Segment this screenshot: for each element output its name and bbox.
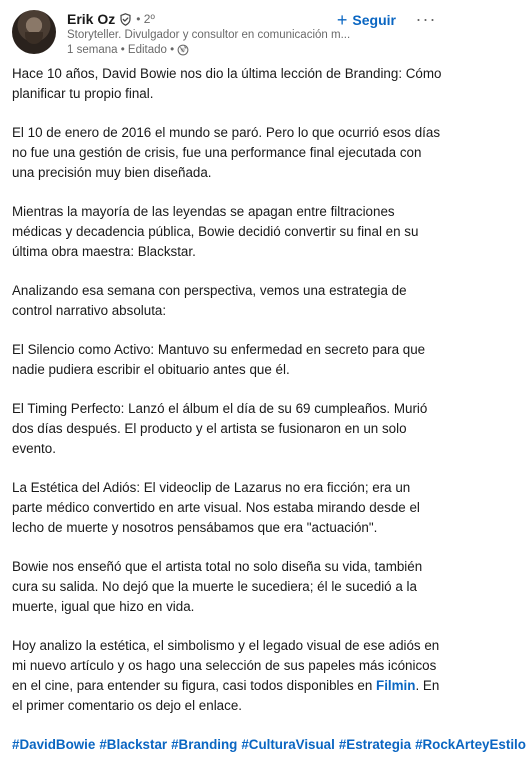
hashtag-link[interactable]: #Branding xyxy=(171,737,238,752)
post-paragraph: El Timing Perfecto: Lanzó el álbum el día de su 69 cumpleaños. Murió dos días después. El producto y el artista se fusionaron en un solo evento. xyxy=(12,401,428,456)
ellipsis-icon: ··· xyxy=(415,8,437,29)
plus-icon: + xyxy=(336,10,348,30)
hashtag-link[interactable]: #RockArteyEstilo xyxy=(415,737,526,752)
post-paragraph: El Silencio como Activo: Mantuvo su enfermedad en secreto para que nadie pudiera escribir el obituario antes que él. xyxy=(12,342,426,377)
globe-icon xyxy=(177,44,189,56)
post-paragraph: Mientras la mayoría de las leyendas se apagan entre filtraciones médicas y decadencia pública, Bowie decidió convertir su final en su última obra maestra: Blackstar. xyxy=(12,204,419,259)
post-paragraph: La Estética del Adiós: El videoclip de Lazarus no era ficción; era un parte médico convertido en arte visual. Nos estaba mirando desde el lecho de muerte y nosotros pensábamos que era "actuación". xyxy=(12,480,420,535)
post-paragraph: Hace 10 años, David Bowie nos dio la última lección de Branding: Cómo planificar tu propio final. xyxy=(12,66,442,101)
paragraph-text: . En el primer comentario os dejo el enlace. xyxy=(12,678,440,713)
connection-degree: • 2º xyxy=(136,12,155,26)
author-name-row xyxy=(67,11,155,27)
hashtag-list xyxy=(12,735,526,755)
verified-icon xyxy=(119,13,132,26)
post-paragraph: Bowie nos enseñó que el artista total no solo diseña su vida, también cura su salida. No dejó que la muerte le sucediera; él le sucedió a la muerte, igual que hizo en vida. xyxy=(12,559,423,614)
post-paragraph: Analizando esa semana con perspectiva, vemos una estrategia de control narrativo absoluta: xyxy=(12,283,407,318)
post-paragraph xyxy=(12,636,444,716)
hashtag-link[interactable]: #CulturaVisual xyxy=(241,737,335,752)
author-name[interactable]: Erik Oz xyxy=(67,11,116,27)
post-paragraph: El 10 de enero de 2016 el mundo se paró. Pero lo que ocurrió esos días no fue una gestión de crisis, fue una performance final ejecutada con una precisión muy bien diseñada. xyxy=(12,125,441,180)
post-meta xyxy=(67,44,189,56)
hashtag-link[interactable]: #DavidBowie xyxy=(12,737,96,752)
paragraph-text: Hoy analizo la estética, el simbolismo y el legado visual de ese adiós en mi nuevo artículo y os hago una selección de sus papeles más icónicos en el cine, para entender su figura, casi todos disponibles en xyxy=(12,638,440,693)
post-content xyxy=(12,64,526,774)
filmin-link[interactable]: Filmin xyxy=(376,678,416,693)
follow-label: Seguir xyxy=(352,12,396,28)
post-time: 1 semana • Editado • xyxy=(67,44,175,56)
follow-button[interactable] xyxy=(333,10,400,30)
hashtag-link[interactable]: #Estrategia xyxy=(338,737,412,752)
author-avatar[interactable] xyxy=(12,10,56,54)
hashtag-link[interactable]: #Blackstar xyxy=(99,737,168,752)
more-options-button[interactable] xyxy=(412,8,440,30)
post-header xyxy=(12,8,442,58)
author-headline: Storyteller. Divulgador y consultor en comunicación m... xyxy=(67,29,351,41)
avatar-detail xyxy=(25,32,43,44)
